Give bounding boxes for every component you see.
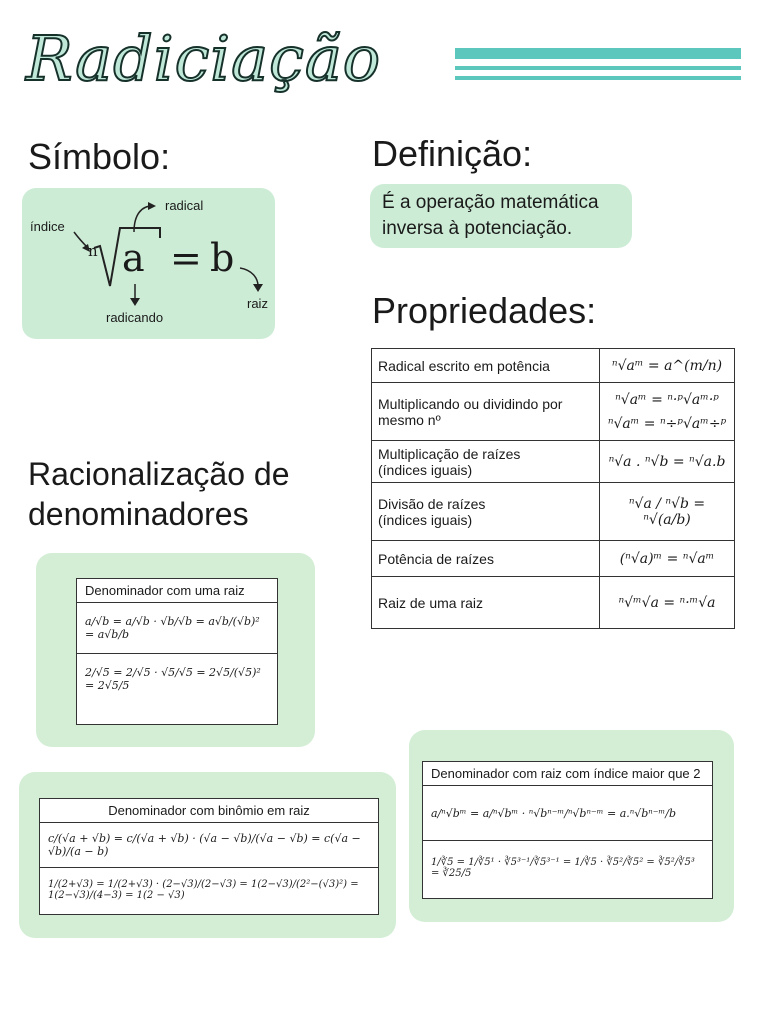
formula-radicand: a	[122, 236, 145, 280]
prop-formula: (ⁿ√a)ᵐ = ⁿ√aᵐ	[600, 541, 735, 577]
raiz-arrow	[240, 268, 258, 286]
propriedades-table	[371, 348, 735, 629]
card3	[422, 761, 713, 899]
prop-name-line: (índices iguais)	[378, 511, 473, 528]
accent-line	[455, 76, 741, 80]
prop-formula: ⁿ√a / ⁿ√b = ⁿ√(a/b)	[600, 483, 735, 541]
accent-line	[455, 66, 741, 70]
card3-header: Denominador com raiz com índice maior que 2	[423, 762, 712, 786]
prop-name-line: Multiplicação de raízes	[378, 445, 521, 462]
simbolo-heading: Símbolo:	[28, 136, 171, 177]
table-row	[372, 441, 735, 483]
formula-index: n	[88, 242, 98, 260]
prop-name	[372, 441, 600, 483]
prop-name: Raiz de uma raiz	[372, 577, 600, 629]
prop-name: Radical escrito em potência	[372, 349, 600, 383]
propriedades-heading: Propriedades:	[372, 290, 597, 331]
definicao-line2: inversa à potenciação.	[382, 218, 573, 239]
table-row	[372, 541, 735, 577]
table-row	[372, 349, 735, 383]
label-radicando: radicando	[106, 310, 164, 325]
formula-result: b	[210, 236, 235, 280]
prop-formula	[600, 383, 735, 441]
simbolo-box	[22, 188, 275, 339]
card1-bg	[36, 553, 315, 747]
prop-name-line: (índices iguais)	[378, 461, 473, 478]
card3-row2: 1/∛5 = 1/∛5¹ · ∛5³⁻¹/∛5³⁻¹ = 1/∛5 · ∛5²/∛5² = ∛5²/∛5³ = ∛25/5	[431, 857, 695, 879]
prop-name: Potência de raízes	[372, 541, 600, 577]
prop-name-line: mesmo nº	[378, 411, 441, 428]
card3-row1: a/ⁿ√bᵐ = a/ⁿ√bᵐ · ⁿ√bⁿ⁻ᵐ/ⁿ√bⁿ⁻ᵐ = a.ⁿ√bⁿ⁻ᵐ/b	[423, 786, 712, 841]
prop-name-line: Multiplicando ou dividindo por	[378, 395, 563, 412]
definicao-line1: É a operação matemática	[382, 192, 599, 213]
prop-formula: ⁿ√a . ⁿ√b = ⁿ√a.b	[600, 441, 735, 483]
card1	[76, 578, 278, 725]
label-raiz: raiz	[247, 296, 268, 311]
card2-row2: 1/(2+√3) = 1/(2+√3) · (2−√3)/(2−√3) = 1(2−√3)/(2²−(√3)²) = 1(2−√3)/(4−3) = 1(2 − √3)	[48, 879, 359, 901]
table-row	[372, 483, 735, 541]
card2-bg	[19, 772, 396, 938]
formula-equals: =	[170, 236, 202, 280]
card1-header: Denominador com uma raiz	[77, 579, 277, 603]
table-row	[372, 383, 735, 441]
page-title: Radiciação	[26, 22, 382, 95]
label-indice: índice	[30, 219, 65, 234]
label-radical: radical	[165, 198, 204, 213]
card2-header: Denominador com binômio em raiz	[40, 799, 378, 823]
arrow-head	[130, 298, 140, 306]
card1-row2: 2/√5 = 2/√5 · √5/√5 = 2√5/(√5)² = 2√5/5	[85, 666, 261, 692]
prop-name	[372, 383, 600, 441]
card2	[39, 798, 379, 915]
heading-line: denominadores	[28, 496, 249, 532]
accent-bar	[455, 48, 741, 59]
prop-formula: ⁿ√aᵐ = a^(m/n)	[600, 349, 735, 383]
card1-row1: a/√b = a/√b · √b/√b = a√b/(√b)² = a√b/b	[77, 603, 277, 654]
definicao-box	[370, 184, 632, 248]
prop-formula-line: ⁿ√aᵐ = ⁿ÷ᵖ√aᵐ÷ᵖ	[607, 415, 727, 432]
heading-line: Racionalização de	[28, 456, 290, 492]
prop-name-line: Divisão de raízes	[378, 495, 486, 512]
prop-formula-line: ⁿ√aᵐ = ⁿ·ᵖ√aᵐ·ᵖ	[615, 391, 719, 408]
arrow-head	[148, 202, 156, 210]
card3-bg	[409, 730, 734, 922]
table-row	[372, 577, 735, 629]
card2-row1: c/(√a + √b) = c/(√a + √b) · (√a − √b)/(√a − √b) = c(√a − √b)/(a − b)	[40, 823, 378, 868]
definicao-heading: Definição:	[372, 133, 533, 174]
prop-formula: ⁿ√ᵐ√a = ⁿ·ᵐ√a	[600, 577, 735, 629]
arrow-head	[253, 284, 263, 292]
racionalizacao-heading	[28, 454, 290, 534]
prop-name	[372, 483, 600, 541]
